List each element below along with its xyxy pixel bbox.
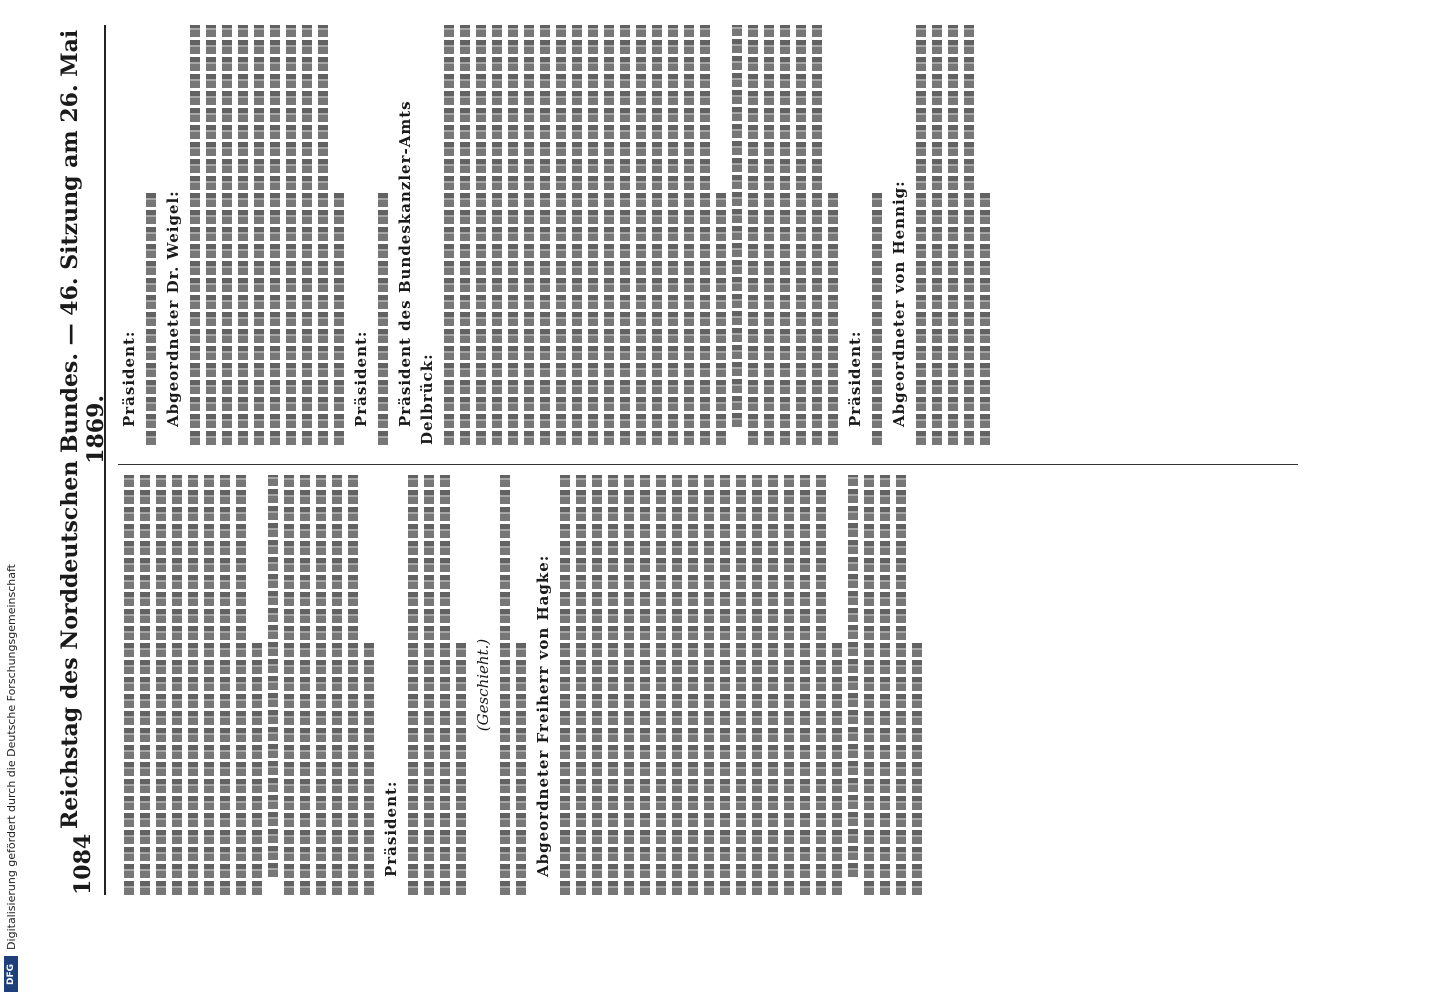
page-number: 1084 — [70, 833, 96, 895]
text-line — [912, 643, 922, 895]
text-line — [334, 193, 344, 445]
text-line — [864, 475, 874, 895]
text-line — [800, 475, 810, 895]
text-line — [284, 475, 294, 895]
speaker-name: Präsident des Bundeskanzler-Amts Delbrück: — [396, 100, 436, 445]
text-line — [872, 193, 882, 445]
text-line — [916, 25, 926, 445]
text-line — [268, 475, 278, 877]
text-line — [408, 475, 418, 895]
text-line — [964, 25, 974, 445]
text-line — [688, 475, 698, 895]
digitization-credit: Digitalisierung gefördert durch die Deutsche Forschungsgemeinschaft — [4, 564, 18, 950]
text-line — [812, 25, 822, 445]
text-line — [302, 25, 312, 445]
dfg-logo: DFG — [4, 956, 18, 992]
text-line — [700, 25, 710, 445]
text-line — [832, 643, 842, 895]
text-line — [146, 193, 156, 445]
paragraph — [380, 475, 402, 895]
text-line — [460, 25, 470, 445]
text-line — [440, 475, 450, 895]
text-line — [672, 475, 682, 895]
text-line — [156, 475, 166, 895]
text-line — [516, 643, 526, 895]
text-line — [238, 25, 248, 445]
speaker-name: Abgeordneter von Hennig: — [890, 180, 908, 427]
text-line — [476, 25, 486, 445]
text-line — [592, 475, 602, 895]
text-line — [524, 25, 534, 445]
speaker-name: Präsident: — [846, 330, 864, 427]
text-line — [254, 25, 264, 445]
text-line — [684, 25, 694, 445]
text-line — [640, 475, 650, 895]
page-header — [57, 25, 109, 895]
text-line — [932, 25, 942, 445]
running-title: Reichstag des Norddeutschen Bundes. — 46. Sitzung am 26. Mai 1869. — [57, 29, 109, 830]
text-line — [270, 25, 280, 445]
paragraph — [118, 25, 140, 445]
text-line — [576, 475, 586, 895]
text-line — [896, 475, 906, 895]
text-line — [364, 643, 374, 895]
speaker-name: Abgeordneter Freiherr von Hagke: — [534, 554, 552, 877]
text-line — [508, 25, 518, 445]
text-line — [572, 25, 582, 445]
text-line — [318, 25, 328, 445]
stage-direction: (Geschieht.) — [474, 638, 492, 732]
speaker-name: Präsident: — [382, 780, 400, 877]
text-line — [732, 25, 742, 427]
paragraph — [888, 25, 910, 445]
text-line — [656, 475, 666, 895]
text-line — [332, 475, 342, 895]
text-line — [624, 475, 634, 895]
text-line — [204, 475, 214, 895]
text-line — [636, 25, 646, 445]
text-line — [716, 193, 726, 445]
text-line — [316, 475, 326, 895]
text-line — [748, 25, 758, 445]
paragraph — [844, 25, 866, 445]
text-line — [140, 475, 150, 895]
text-line — [300, 475, 310, 895]
text-line — [286, 25, 296, 445]
text-line — [540, 25, 550, 445]
text-line — [560, 475, 570, 895]
text-line — [980, 193, 990, 445]
column-divider — [118, 464, 1298, 465]
text-line — [220, 475, 230, 895]
text-line — [816, 475, 826, 895]
text-line — [796, 25, 806, 445]
text-line — [880, 475, 890, 895]
text-line — [752, 475, 762, 895]
paragraph — [350, 25, 372, 445]
text-line — [608, 475, 618, 895]
text-line — [348, 475, 358, 895]
text-line — [784, 475, 794, 895]
text-line — [668, 25, 678, 445]
speaker-name: Abgeordneter Dr. Weigel: — [164, 190, 182, 427]
text-line — [588, 25, 598, 445]
text-line — [124, 475, 134, 895]
text-line — [236, 475, 246, 895]
text-line — [222, 25, 232, 445]
text-line — [424, 475, 434, 895]
text-line — [620, 25, 630, 445]
text-line — [704, 475, 714, 895]
text-line — [720, 475, 730, 895]
text-line — [736, 475, 746, 895]
text-line — [768, 475, 778, 895]
text-line — [190, 25, 200, 445]
text-line — [556, 25, 566, 445]
paragraph — [162, 25, 184, 445]
scanned-page — [57, 5, 1346, 935]
text-line — [456, 643, 466, 895]
text-line — [206, 25, 216, 445]
text-line — [848, 475, 858, 877]
text-line — [948, 25, 958, 445]
text-line — [444, 25, 454, 445]
speaker-name: Präsident: — [120, 330, 138, 427]
text-line — [188, 475, 198, 895]
paragraph — [394, 25, 438, 445]
text-line — [172, 475, 182, 895]
text-line — [828, 193, 838, 445]
text-line — [780, 25, 790, 445]
text-line — [652, 25, 662, 445]
digitization-credit-strip — [0, 0, 22, 1000]
right-column — [118, 25, 1318, 445]
text-line — [252, 643, 262, 895]
text-line — [604, 25, 614, 445]
text-line — [492, 25, 502, 445]
paragraph — [532, 475, 554, 895]
left-column — [118, 475, 1318, 895]
text-line — [500, 475, 510, 895]
text-line — [764, 25, 774, 445]
speaker-name: Präsident: — [352, 330, 370, 427]
text-line — [378, 193, 388, 445]
